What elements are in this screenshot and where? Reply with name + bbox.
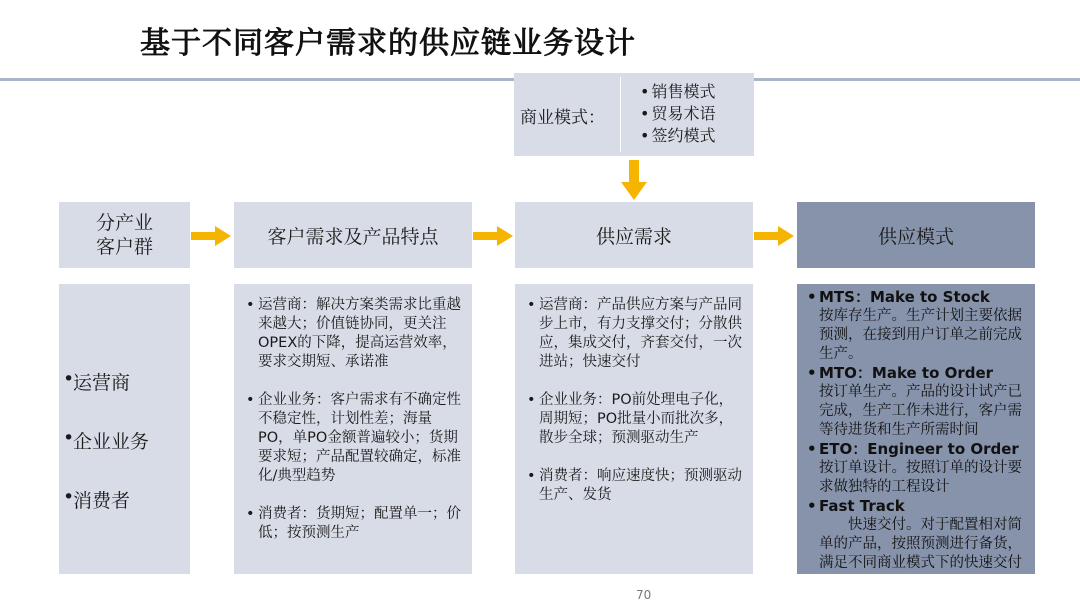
segment-item: • 企业业务	[63, 427, 190, 454]
supply-need-item: • 运营商：产品供应方案与产品同步上市，有力支撑交付；分散供应，集成交付，齐套交付，一次进站；快速交付	[527, 296, 745, 372]
customer-need-item: • 运营商：解决方案类需求比重越来越大；价值链协同，更关注OPEX的下降，提高运营效率，要求交期短、承诺准	[246, 296, 464, 372]
supply-mode-title: • MTO：Make to Order	[807, 364, 1029, 383]
right-arrow-icon	[191, 226, 233, 246]
right-arrow-icon	[473, 226, 515, 246]
flow-step-supply-mode: 供应模式	[797, 202, 1035, 268]
customer-need-item: • 消费者：货期短；配置单一；价低；按预测生产	[246, 505, 464, 543]
down-arrow-icon	[619, 160, 649, 202]
segment-item: • 运营商	[63, 368, 190, 395]
customer-needs-panel	[234, 284, 472, 574]
supply-mode-desc: 按订单设计。按照订单的设计要求做独特的工程设计	[819, 460, 1022, 495]
supply-mode-desc: 按库存生产。生产计划主要依据预测，在接到用户订单之前完成生产。	[819, 308, 1022, 362]
supply-mode-title: • Fast Track	[807, 497, 1029, 516]
page-number: 70	[636, 588, 652, 602]
supply-need-item: • 企业业务：PO前处理电子化，周期短；PO批量小而批次多，散步全球；预测驱动生产	[527, 391, 745, 448]
segment-item: • 消费者	[63, 486, 190, 513]
customer-segments-panel	[59, 284, 190, 574]
business-model-item: • 销售模式	[640, 81, 715, 103]
business-model-label: 商业模式：	[520, 108, 605, 128]
business-model-box	[514, 73, 754, 156]
flow-step-customer-groups: 分产业 客户群	[59, 202, 190, 268]
business-model-item: • 贸易术语	[640, 103, 715, 125]
page-title: 基于不同客户需求的供应链业务设计	[140, 26, 636, 61]
supply-mode-desc: 快速交付。对于配置相对简单的产品，按照预测进行备货，满足不同商业模式下的快速交付	[819, 517, 1022, 571]
right-arrow-icon	[754, 226, 796, 246]
supply-modes-panel	[797, 284, 1035, 574]
supply-mode-title: • ETO：Engineer to Order	[807, 440, 1029, 459]
flow-step-supply-needs: 供应需求	[515, 202, 753, 268]
supply-needs-panel	[515, 284, 753, 574]
business-model-item: • 签约模式	[640, 125, 715, 147]
supply-mode-desc: 按订单生产。产品的设计试产已完成，生产工作未进行，客户需等待进货和生产所需时间	[819, 384, 1022, 438]
flow-step-customer-needs: 客户需求及产品特点	[234, 202, 472, 268]
business-model-list	[640, 81, 715, 147]
business-model-divider	[620, 77, 621, 152]
supply-need-item: • 消费者：响应速度快；预测驱动生产、发货	[527, 467, 745, 505]
supply-mode-title: • MTS：Make to Stock	[807, 288, 1029, 307]
customer-need-item: • 企业业务：客户需求有不确定性不稳定性，计划性差；海量PO，单PO金额普遍较小；货期要求短；产品配置较确定，标准化/典型趋势	[246, 391, 464, 486]
